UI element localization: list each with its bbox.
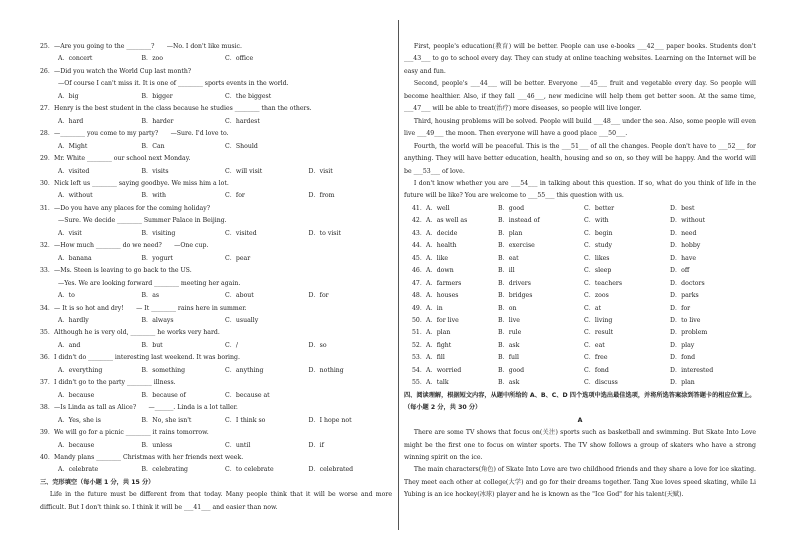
- option-row: [40, 91, 392, 103]
- cloze-paragraph: I don't know whether you are ___54___ in talking about this question. If so, what do you think of life in the future will be like? You are welcome to ___55___ this question with us.: [404, 179, 756, 200]
- answer-option: B．good: [498, 366, 525, 374]
- option-row: [40, 390, 392, 402]
- answer-option: 50．A．for live: [412, 316, 459, 324]
- answer-option: D．parks: [670, 292, 699, 300]
- answer-option: C．zoos: [584, 292, 609, 300]
- answer-option: 48．A．houses: [412, 292, 459, 300]
- question-stem: 31．—Do you have any places for the coming holiday?: [40, 204, 211, 212]
- column-divider: [398, 20, 399, 530]
- answer-option: B．ill: [498, 267, 515, 275]
- answer-option: [309, 116, 393, 128]
- option-row: [404, 352, 756, 364]
- answer-option: B．ask: [498, 341, 520, 349]
- answer-option: A．hardly: [58, 316, 89, 324]
- answer-option: [309, 253, 393, 265]
- question-stem: 29．Mr. White ________ our school next Monday.: [40, 155, 191, 163]
- answer-option: A．Might: [58, 142, 88, 150]
- right-column: [404, 41, 756, 502]
- answer-option: D．best: [670, 204, 695, 212]
- option-row: [40, 190, 392, 202]
- answer-option: A．banana: [58, 254, 92, 262]
- option-row: [40, 440, 392, 452]
- answer-option: C．living: [584, 316, 613, 324]
- answer-option: B．harder: [141, 117, 174, 125]
- answer-option: 55．A．talk: [412, 379, 449, 387]
- option-row: [40, 340, 392, 352]
- answer-option: 54．A．worried: [412, 366, 462, 374]
- option-row: [404, 315, 756, 327]
- option-row: [404, 303, 756, 315]
- reading-passage: [404, 427, 756, 502]
- answer-option: A．hard: [58, 117, 84, 125]
- answer-option: B．as: [141, 292, 160, 300]
- answer-option: C．result: [584, 329, 614, 337]
- answer-option: A．Yes, she is: [58, 416, 101, 424]
- answer-option: D．for: [670, 304, 691, 312]
- answer-option: D．nothing: [308, 366, 344, 374]
- question-stem: 38．—Is Linda as tall as Alice? —______. Linda is a lot taller.: [40, 404, 238, 412]
- answer-option: C．until: [225, 441, 251, 449]
- option-row: [404, 278, 756, 290]
- answer-option: D．celebrated: [308, 466, 354, 474]
- section-heading: 三、完形填空（每小题 1 分，共 15 分）: [40, 478, 155, 486]
- option-row: [40, 365, 392, 377]
- option-row: [404, 290, 756, 302]
- answer-option: A．without: [58, 192, 93, 200]
- answer-option: C．hardest: [225, 117, 260, 125]
- answer-option: C．I think so: [225, 416, 266, 424]
- answer-option: D．without: [670, 217, 706, 225]
- answer-option: [309, 53, 393, 65]
- option-row: [40, 166, 392, 178]
- option-row: [404, 365, 756, 377]
- answer-option: B．No, she isn't: [141, 416, 192, 424]
- answer-option: [309, 141, 393, 153]
- question-stem: 26．—Did you watch the World Cup last month?: [40, 67, 192, 75]
- option-row: [40, 315, 392, 327]
- option-row: [404, 253, 756, 265]
- option-row: [404, 228, 756, 240]
- answer-option: B．celebrating: [141, 466, 189, 474]
- option-row: [404, 203, 756, 215]
- answer-option: D．to live: [670, 316, 701, 324]
- answer-option: A．celebrate: [58, 466, 99, 474]
- answer-option: C．will visit: [225, 167, 263, 175]
- option-row: [404, 327, 756, 339]
- option-row: [404, 377, 756, 389]
- question-stem: 36．I didn't do ________ interesting last weekend. It was boring.: [40, 354, 240, 362]
- reading-paragraph: The main characters(角色) of Skate Into Love are two childhood friends and they share a love for ice skating. They meet each other at college(大学) and go for their dreams together. Tang Xue loves speed skating, while Li Yubing is an ice hockey(冰球) player and he is known as the "Ice God" for his talent(天赋).: [404, 466, 756, 499]
- answer-option: B．drivers: [498, 279, 531, 287]
- answer-option: B．eat: [498, 254, 519, 262]
- cloze-paragraph: Third, housing problems will be solved. People will build ___48___ under the sea. Also, some people will even live ___49___ the moon. Then everyone will have a good place ___50___.: [404, 117, 756, 138]
- answer-option: C．begin: [584, 229, 613, 237]
- answer-option: 41．A．well: [412, 204, 450, 212]
- answer-option: A．visit: [58, 229, 82, 237]
- question-stem: 27．Henry is the best student in the class because he studies ________ than the others.: [40, 105, 312, 113]
- reading-section-label: A: [577, 416, 583, 424]
- answer-option: A．visited: [58, 167, 90, 175]
- option-row: [40, 290, 392, 302]
- question-stem: 28．—________ you come to my party? —Sure. I'd love to.: [40, 130, 229, 138]
- answer-option: 51．A．plan: [412, 329, 451, 337]
- cloze-options: [404, 203, 756, 390]
- answer-option: D．visit: [308, 167, 333, 175]
- answer-option: C．sleep: [584, 267, 612, 275]
- answer-option: C．at: [584, 304, 602, 312]
- answer-option: A．concert: [58, 55, 93, 63]
- answer-option: 43．A．decide: [412, 229, 458, 237]
- answer-option: 49．A．in: [412, 304, 443, 312]
- answer-option: D．play: [670, 341, 695, 349]
- answer-option: C．anything: [225, 366, 264, 374]
- answer-option: B．rule: [498, 329, 522, 337]
- answer-option: C．the biggest: [225, 92, 272, 100]
- answer-option: B．bigger: [141, 92, 173, 100]
- answer-option: C．better: [584, 204, 615, 212]
- question-stem: 34．— It is so hot and dry! — It ________ rains here in summer.: [40, 304, 247, 312]
- answer-option: A．because: [58, 441, 95, 449]
- option-row: [40, 253, 392, 265]
- answer-option: 52．A．fight: [412, 341, 452, 349]
- answer-option: A．to: [58, 292, 75, 300]
- answer-option: C．with: [584, 217, 609, 225]
- answer-option: C．about: [225, 292, 254, 300]
- question-stem: 33．—Ms. Steen is leaving to go back to the US.: [40, 267, 192, 275]
- answer-option: B．exercise: [498, 242, 535, 250]
- answer-option: B．instead of: [498, 217, 540, 225]
- answer-option: D．for: [308, 292, 329, 300]
- answer-option: B．full: [498, 354, 519, 362]
- answer-option: D．hobby: [670, 242, 701, 250]
- answer-option: C．discuss: [584, 379, 618, 387]
- question-stem: 35．Although he is very old, ________ he works very hard.: [40, 329, 220, 337]
- answer-option: 53．A．fill: [412, 354, 445, 362]
- option-row: [40, 464, 392, 476]
- answer-option: C．visited: [225, 229, 257, 237]
- answer-option: B．because of: [141, 391, 186, 399]
- answer-option: D．so: [308, 341, 327, 349]
- answer-option: D．from: [308, 192, 335, 200]
- cloze-passage: [404, 41, 756, 203]
- answer-option: B．but: [141, 341, 163, 349]
- answer-option: D．have: [670, 254, 696, 262]
- reading-heading: 四、阅读理解，根据短文内容，从题中所给的 A、B、C、D 四个选项中选出最佳选项，并将所选答案涂到答题卡的相应位置上。（每小题 2 分，共 30 分）: [404, 391, 756, 412]
- answer-option: 47．A．farmers: [412, 279, 462, 287]
- answer-option: A．because: [58, 391, 95, 399]
- answer-option: C．fond: [584, 366, 609, 374]
- option-row: [404, 215, 756, 227]
- cloze-paragraph: First, people's education(教育) will be better. People can use e-books ___42___ paper books. Students don't ___43___ to go to school every day. They can study at online teaching websites. Learning on the Internet will be easy and fun.: [404, 43, 756, 75]
- answer-option: B．with: [141, 192, 166, 200]
- answer-option: C．eat: [584, 341, 605, 349]
- question-stem: 30．Nick left us ________ saying goodbye. We miss him a lot.: [40, 179, 229, 187]
- dialogue-line: —Of course I can't miss it. It is one of ________ sports events in the world.: [58, 80, 289, 88]
- answer-option: B．something: [141, 366, 186, 374]
- answer-option: C．/: [225, 341, 239, 349]
- reading-paragraph: There are some TV shows that focus on(关注) sports such as basketball and swimming. But Skate Into Love might be the first one to focus on winter sports. The TV show follows a group of skaters who have a strong winning spirit on the ice.: [404, 429, 756, 461]
- answer-option: D．plan: [670, 379, 695, 387]
- option-row: [40, 141, 392, 153]
- option-row: [40, 228, 392, 240]
- answer-option: C．likes: [584, 254, 610, 262]
- answer-option: A．and: [58, 341, 81, 349]
- answer-option: B．Can: [141, 142, 165, 150]
- answer-option: D．if: [308, 441, 324, 449]
- answer-option: [309, 315, 393, 327]
- option-row: [404, 240, 756, 252]
- cloze-paragraph: Second, people's ___44___ will be better. Everyone ___45___ fruit and vegetable every day. So people will become healthier. Also, if they fall ___46___, new medicine will help them get better soon. At the same time, ___47___ will be able to treat(治疗) more diseases, so people will live longer.: [404, 80, 756, 113]
- question-stem: 25．—Are you going to the ________? —No. I don't like music.: [40, 43, 242, 50]
- answer-option: D．need: [670, 229, 697, 237]
- answer-option: B．plan: [498, 229, 523, 237]
- answer-option: D．I hope not: [308, 416, 352, 424]
- answer-option: [309, 91, 393, 103]
- answer-option: B．always: [141, 316, 174, 324]
- cloze-paragraph: Fourth, the world will be peaceful. This is the ___51___ of all the changes. People don't have to ___52___ for anything. They will have better education, health, housing and so on, so they will be happy. And the world will be ___53___ of love.: [404, 142, 756, 175]
- answer-option: C．pear: [225, 254, 251, 262]
- answer-option: C．Should: [225, 142, 258, 150]
- answer-option: B．visiting: [141, 229, 176, 237]
- answer-option: A．big: [58, 92, 79, 100]
- answer-option: B．bridges: [498, 292, 533, 300]
- answer-option: C．for: [225, 192, 245, 200]
- answer-option: C．office: [225, 55, 254, 63]
- answer-option: B．ask: [498, 379, 520, 387]
- answer-option: [309, 390, 393, 402]
- question-stem: 39．We will go for a picnic ________ it rains tomorrow.: [40, 429, 209, 437]
- dialogue-line: —Sure. We decide ________ Summer Palace in Beijing.: [58, 217, 227, 225]
- cloze-paragraph: Life in the future must be different from that today. Many people think that it will be worse and more difficult. But I don't think so. I think it will be ___41___ and easier than now.: [40, 491, 392, 511]
- answer-option: 46．A．down: [412, 267, 454, 275]
- question-stem: 40．Mandy plans ________ Christmas with her friends next week.: [40, 453, 244, 461]
- answer-option: C．to celebrate: [225, 466, 274, 474]
- left-column: [40, 41, 392, 514]
- option-row: [404, 340, 756, 352]
- dialogue-line: —Yes. We are looking forward ________ meeting her again.: [58, 279, 241, 287]
- answer-option: 42．A．as well as: [412, 217, 468, 225]
- answer-option: C．free: [584, 354, 608, 362]
- answer-option: 44．A．health: [412, 242, 457, 250]
- answer-option: B．on: [498, 304, 517, 312]
- answer-option: C．study: [584, 242, 613, 250]
- answer-option: A．everything: [58, 366, 103, 374]
- answer-option: D．interested: [670, 366, 714, 374]
- answer-option: B．unless: [141, 441, 173, 449]
- answer-option: D．doctors: [670, 279, 705, 287]
- answer-option: C．teachers: [584, 279, 623, 287]
- answer-option: C．because at: [225, 391, 270, 399]
- option-row: [404, 265, 756, 277]
- answer-option: B．good: [498, 204, 525, 212]
- answer-option: D．fond: [670, 354, 696, 362]
- answer-option: D．off: [670, 267, 690, 275]
- question-stem: 37．I didn't go to the party ________ illness.: [40, 379, 176, 387]
- question-stem: 32．—How much ________ do we need? —One cup.: [40, 242, 209, 250]
- answer-option: B．live: [498, 316, 520, 324]
- option-row: [40, 116, 392, 128]
- answer-option: C．usually: [225, 316, 259, 324]
- answer-option: B．yogurt: [141, 254, 173, 262]
- answer-option: B．visits: [141, 167, 169, 175]
- option-row: [40, 53, 392, 65]
- answer-option: D．to visit: [308, 229, 341, 237]
- option-row: [40, 415, 392, 427]
- answer-option: B．zoo: [141, 55, 163, 63]
- answer-option: 45．A．like: [412, 254, 449, 262]
- answer-option: D．problem: [670, 329, 708, 337]
